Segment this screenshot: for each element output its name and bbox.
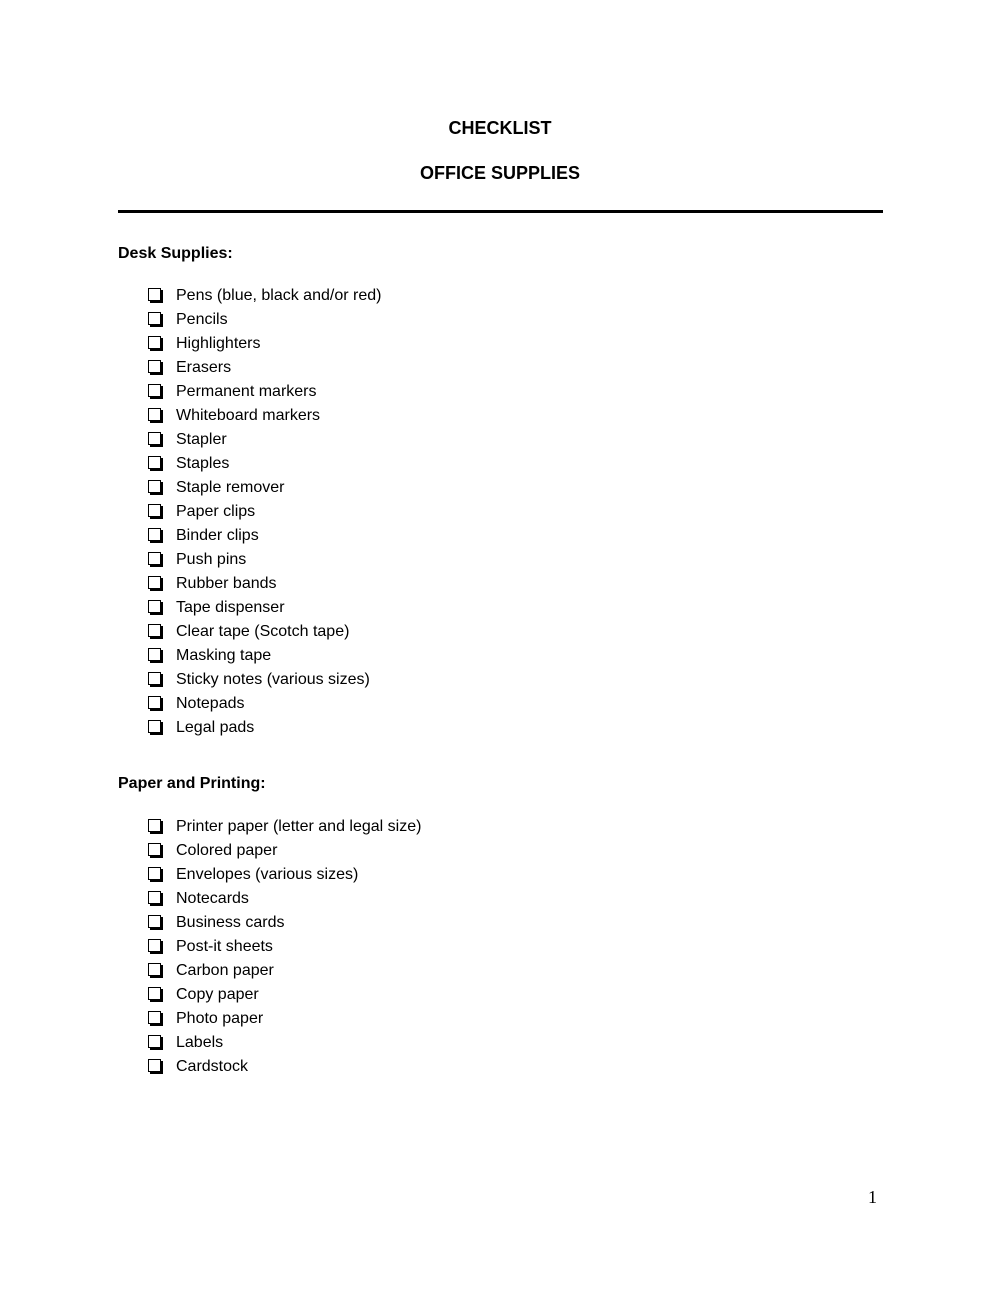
checkbox-icon[interactable] bbox=[148, 819, 161, 832]
section-heading-desk-supplies: Desk Supplies: bbox=[118, 245, 233, 262]
checkbox-icon[interactable] bbox=[148, 696, 161, 709]
checklist-item bbox=[148, 815, 421, 839]
checklist-item bbox=[148, 596, 381, 620]
checkbox-icon[interactable] bbox=[148, 891, 161, 904]
checkbox-icon[interactable] bbox=[148, 336, 161, 349]
checkbox-icon[interactable] bbox=[148, 552, 161, 565]
checklist-item-label: Colored paper bbox=[176, 842, 278, 859]
checklist-item-label: Cardstock bbox=[176, 1058, 249, 1075]
checklist-item-label: Post-it sheets bbox=[176, 938, 273, 955]
horizontal-divider bbox=[118, 210, 883, 213]
checklist-item bbox=[148, 959, 421, 983]
checkbox-icon[interactable] bbox=[148, 360, 161, 373]
checklist-item-label: Highlighters bbox=[176, 335, 261, 352]
checklist-item-label: Clear tape (Scotch tape) bbox=[176, 623, 350, 640]
checkbox-icon[interactable] bbox=[148, 915, 161, 928]
checkbox-icon[interactable] bbox=[148, 408, 161, 421]
checklist-item bbox=[148, 935, 421, 959]
checkbox-icon[interactable] bbox=[148, 600, 161, 613]
checklist-item-label: Photo paper bbox=[176, 1010, 264, 1027]
checklist-item-label: Sticky notes (various sizes) bbox=[176, 671, 370, 688]
checklist-item bbox=[148, 404, 381, 428]
checkbox-icon[interactable] bbox=[148, 480, 161, 493]
checkbox-icon[interactable] bbox=[148, 312, 161, 325]
checklist-item-label: Rubber bands bbox=[176, 575, 277, 592]
checklist-item-label: Erasers bbox=[176, 359, 232, 376]
checkbox-icon[interactable] bbox=[148, 288, 161, 301]
checkbox-icon[interactable] bbox=[148, 576, 161, 589]
checklist-item bbox=[148, 356, 381, 380]
checklist-item bbox=[148, 428, 381, 452]
checklist-item-label: Notecards bbox=[176, 890, 249, 907]
checklist-item-label: Tape dispenser bbox=[176, 599, 285, 616]
checkbox-icon[interactable] bbox=[148, 648, 161, 661]
checklist-item bbox=[148, 332, 381, 356]
checklist-item bbox=[148, 524, 381, 548]
checkbox-icon[interactable] bbox=[148, 867, 161, 880]
checklist-item-label: Notepads bbox=[176, 695, 245, 712]
checklist-item bbox=[148, 887, 421, 911]
checklist-item-label: Push pins bbox=[176, 551, 247, 568]
checklist-item bbox=[148, 380, 381, 404]
checkbox-icon[interactable] bbox=[148, 456, 161, 469]
checkbox-icon[interactable] bbox=[148, 720, 161, 733]
checklist-item bbox=[148, 548, 381, 572]
checklist-item bbox=[148, 308, 381, 332]
checkbox-icon[interactable] bbox=[148, 432, 161, 445]
checkbox-icon[interactable] bbox=[148, 1059, 161, 1072]
checklist-item bbox=[148, 668, 381, 692]
checkbox-icon[interactable] bbox=[148, 528, 161, 541]
checklist-item-label: Business cards bbox=[176, 914, 285, 931]
checklist-item bbox=[148, 1031, 421, 1055]
checklist-item bbox=[148, 839, 421, 863]
checklist-item bbox=[148, 863, 421, 887]
desk-supplies-checklist bbox=[148, 284, 381, 740]
document-title: CHECKLIST bbox=[448, 118, 552, 138]
checklist-item bbox=[148, 644, 381, 668]
checklist-item-label: Paper clips bbox=[176, 503, 256, 520]
checklist-item-label: Permanent markers bbox=[176, 383, 317, 400]
checklist-item-label: Binder clips bbox=[176, 527, 259, 544]
checkbox-icon[interactable] bbox=[148, 843, 161, 856]
checklist-item bbox=[148, 500, 381, 524]
checklist-item-label: Copy paper bbox=[176, 986, 259, 1003]
checklist-item-label: Printer paper (letter and legal size) bbox=[176, 818, 422, 835]
checklist-item bbox=[148, 620, 381, 644]
checklist-item-label: Carbon paper bbox=[176, 962, 274, 979]
checklist-item bbox=[148, 284, 381, 308]
checklist-item-label: Pens (blue, black and/or red) bbox=[176, 287, 382, 304]
paper-and-printing-checklist bbox=[148, 815, 421, 1079]
checklist-item-label: Whiteboard markers bbox=[176, 407, 321, 424]
checkbox-icon[interactable] bbox=[148, 1011, 161, 1024]
checklist-item-label: Envelopes (various sizes) bbox=[176, 866, 359, 883]
checklist-item-label: Stapler bbox=[176, 431, 227, 448]
checklist-item bbox=[148, 1055, 421, 1079]
checkbox-icon[interactable] bbox=[148, 384, 161, 397]
checkbox-icon[interactable] bbox=[148, 987, 161, 1000]
checklist-item-label: Masking tape bbox=[176, 647, 272, 664]
checklist-item bbox=[148, 692, 381, 716]
checklist-item-label: Legal pads bbox=[176, 719, 255, 736]
checklist-item bbox=[148, 911, 421, 935]
checklist-item bbox=[148, 1007, 421, 1031]
checklist-item bbox=[148, 452, 381, 476]
document-subtitle: OFFICE SUPPLIES bbox=[419, 163, 581, 183]
checkbox-icon[interactable] bbox=[148, 624, 161, 637]
checkbox-icon[interactable] bbox=[148, 963, 161, 976]
checklist-item bbox=[148, 716, 381, 740]
checklist-item bbox=[148, 476, 381, 500]
checklist-item-label: Staples bbox=[176, 455, 230, 472]
checklist-item bbox=[148, 572, 381, 596]
checklist-item-label: Staple remover bbox=[176, 479, 285, 496]
section-heading-paper-and-printing: Paper and Printing: bbox=[118, 775, 266, 792]
checkbox-icon[interactable] bbox=[148, 504, 161, 517]
checklist-item-label: Labels bbox=[176, 1034, 224, 1051]
checklist-item bbox=[148, 983, 421, 1007]
checkbox-icon[interactable] bbox=[148, 939, 161, 952]
page-number: 1 bbox=[868, 1187, 877, 1207]
checklist-item-label: Pencils bbox=[176, 311, 228, 328]
checkbox-icon[interactable] bbox=[148, 1035, 161, 1048]
checkbox-icon[interactable] bbox=[148, 672, 161, 685]
